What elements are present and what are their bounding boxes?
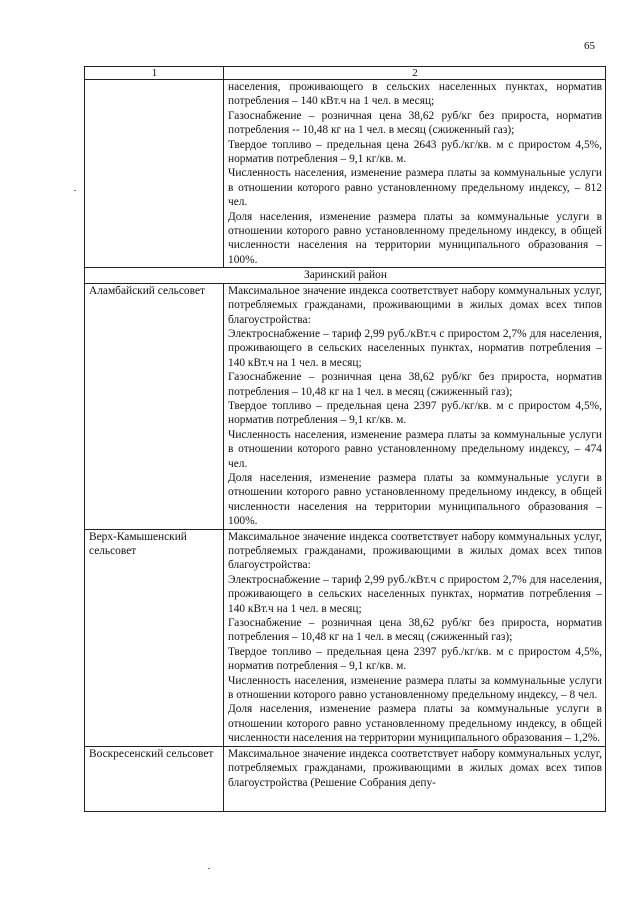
- paragraph: Численность населения, изменение размера платы за коммунальные услуги в отношении которого равно установленному предельному индексу, – 474 чел.: [228, 428, 602, 470]
- district-heading: Заринский район: [85, 268, 606, 283]
- paragraph: Газоснабжение – розничная цена 38,62 руб/кг без прироста, норматив потребления – 10,48 кг на 1 чел. в месяц (сжиженный газ);: [228, 371, 602, 398]
- description-cell: [224, 746, 606, 811]
- paragraph: Доля населения, изменение размера платы за коммунальные услуги в отношении которого равно установленному предельному индексу, в общей численности населения на территории муниципального образования – 1,2%.: [228, 703, 602, 745]
- page-number: 65: [584, 40, 595, 52]
- column-header-1: 1: [85, 67, 224, 80]
- column-header-2: 2: [224, 67, 606, 80]
- paragraph: Электроснабжение – тариф 2,99 руб./кВт.ч с приростом 2,7% для населения, проживающего в сельских населенных пунктах, норматив потребления – 140 кВт.ч на 1 чел. в месяц;: [228, 573, 602, 615]
- paragraph: Газоснабжение – розничная цена 38,62 руб/кг без прироста, норматив потребления -- 10,48 кг на 1 чел. в месяц (сжиженный газ);: [228, 109, 602, 137]
- paragraph: Электроснабжение – тариф 2,99 руб./кВт.ч с приростом 2,7% для населения, проживающего в сельских населенных пунктах, норматив потребления – 140 кВт.ч на 1 чел. в месяц;: [228, 327, 602, 369]
- scan-speck: [74, 190, 76, 191]
- municipality-name: Аламбайский сельсовет: [85, 283, 224, 529]
- scan-speck: [208, 868, 210, 869]
- table-row: [85, 283, 606, 529]
- paragraph: населения, проживающего в сельских населенных пунктах, норматив потребления – 140 кВт.ч на 1 чел. в месяц;: [228, 81, 602, 108]
- paragraph: Твердое топливо – предельная цена 2397 руб./кг/кв. м с приростом 4,5%, норматив потребления – 9,1 кг/кв. м.: [228, 645, 602, 673]
- table-header-row: [85, 67, 606, 80]
- paragraph: Максимальное значение индекса соответствует набору коммунальных услуг, потребляемых гражданами, проживающими в жилых домах всех типов благоустройства:: [228, 530, 602, 572]
- paragraph: Максимальное значение индекса соответствует набору коммунальных услуг, потребляемых гражданами, проживающими в жилых домах всех типов благоустройства:: [228, 284, 602, 326]
- municipality-cell-empty: [85, 80, 224, 268]
- paragraph: Газоснабжение – розничная цена 38,62 руб/кг без прироста, норматив потребления – 10,48 кг на 1 чел. в месяц (сжиженный газ);: [228, 617, 602, 644]
- paragraph: Доля населения, изменение размера платы за коммунальные услуги в отношении которого равно установленному предельному индексу, в общей численности населения на территории муниципального образования – 100%.: [228, 471, 602, 528]
- tariff-table: [84, 66, 606, 812]
- paragraph: Численность населения, изменение размера платы за коммунальные услуги в отношении которого равно установленному предельному индексу, – 812 чел.: [228, 167, 602, 209]
- table-row-continued: [85, 80, 606, 268]
- municipality-name: Верх-Камышенский сельсовет: [85, 529, 224, 746]
- district-row: [85, 268, 606, 283]
- description-cell: [224, 80, 606, 268]
- paragraph: Максимальное значение индекса соответствует набору коммунальных услуг, потребляемых гражданами, проживающими в жилых домах всех типов благоустройства (Решение Собрания депу-: [228, 747, 602, 789]
- paragraph: Доля населения, изменение размера платы за коммунальные услуги в отношении которого равно установленному предельному индексу, в общей численности населения на территории муниципального образования – 100%.: [228, 210, 602, 266]
- paragraph: Численность населения, изменение размера платы за коммунальные услуги в отношении которого равно установленному предельному индексу, – 8 чел.: [228, 674, 602, 702]
- description-cell: [224, 529, 606, 746]
- description-cell: [224, 283, 606, 529]
- paragraph: Твердое топливо – предельная цена 2643 руб./кг/кв. м с приростом 4,5%, норматив потребления – 9,1 кг/кв. м.: [228, 138, 602, 166]
- table-row: [85, 746, 606, 811]
- municipality-name: Воскресенский сельсовет: [85, 746, 224, 811]
- table-row: [85, 529, 606, 746]
- paragraph: Твердое топливо – предельная цена 2397 руб./кг/кв. м с приростом 4,5%, норматив потребления – 9,1 кг/кв. м.: [228, 399, 602, 427]
